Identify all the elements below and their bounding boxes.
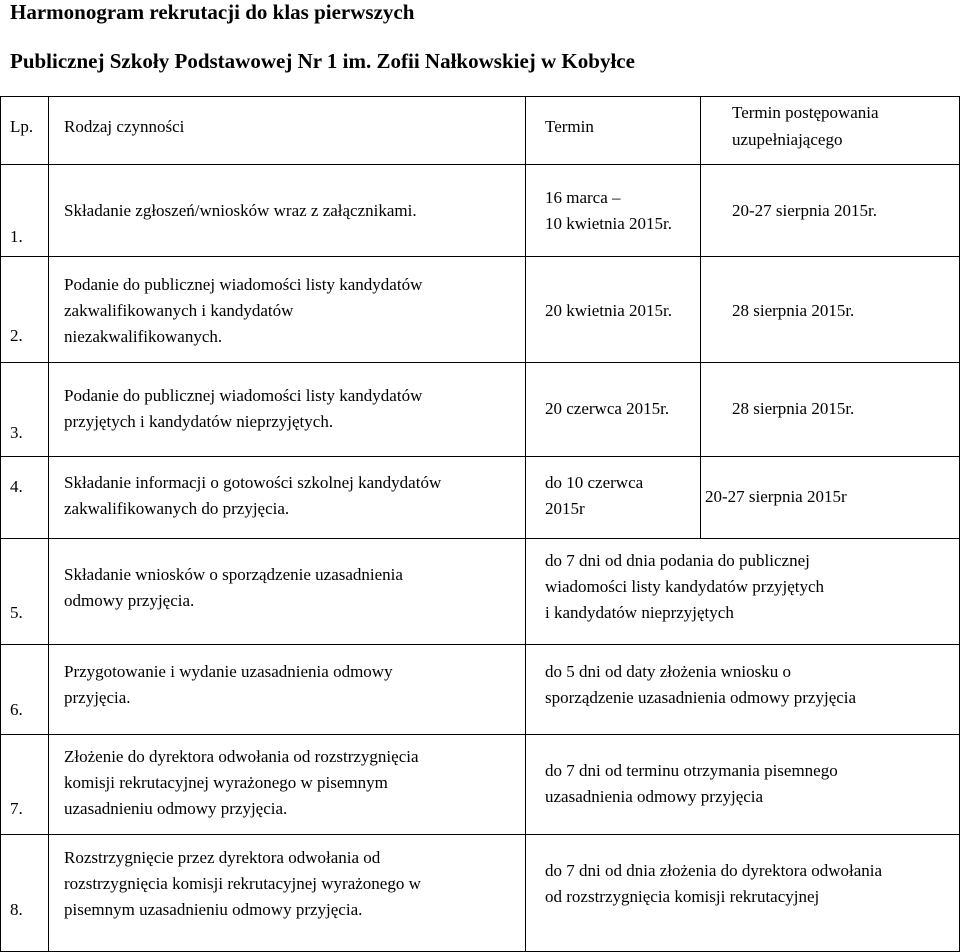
table-border-left <box>0 96 1 952</box>
document-title-line1: Harmonogram rekrutacji do klas pierwszych <box>10 0 415 24</box>
activity-line: komisji rekrutacyjnej wyrażonego w pisemnym <box>64 773 388 792</box>
merged-term-cell <box>545 858 882 910</box>
term-supplementary-cell <box>732 396 854 422</box>
term-line: 20 kwietnia 2015r. <box>545 301 673 320</box>
term-supplementary-cell <box>705 484 847 510</box>
activity-line: odmowy przyjęcia. <box>64 591 195 610</box>
term-supplementary-cell <box>732 298 854 324</box>
merged-term-line: do 7 dni od terminu otrzymania pisemnego <box>545 761 838 780</box>
activity-line: Przygotowanie i wydanie uzasadnienia odmowy <box>64 662 393 681</box>
activity-line: przyjętych i kandydatów nieprzyjętych. <box>64 412 334 431</box>
row-divider <box>0 834 960 835</box>
activity-line: przyjęcia. <box>64 688 131 707</box>
activity-cell <box>64 744 419 822</box>
merged-term-line: do 5 dni od daty złożenia wniosku o <box>545 662 791 681</box>
activity-line: niezakwalifikowanych. <box>64 327 223 346</box>
header-lp: Lp. <box>10 117 34 136</box>
column-divider <box>525 96 526 952</box>
term-line: do 10 czerwca <box>545 473 644 492</box>
term-line: 10 kwietnia 2015r. <box>545 214 673 233</box>
header-activity: Rodzaj czynności <box>64 117 185 136</box>
merged-term-line: uzasadnienia odmowy przyjęcia <box>545 787 764 806</box>
row-number: 5. <box>10 603 23 622</box>
row-number: 3. <box>10 423 23 442</box>
activity-cell <box>64 198 417 224</box>
activity-cell <box>64 659 393 711</box>
row-number: 1. <box>10 227 23 246</box>
term-supplementary-line: 28 sierpnia 2015r. <box>732 399 855 418</box>
activity-line: Składanie zgłoszeń/wniosków wraz z załącznikami. <box>64 201 417 220</box>
row-divider <box>0 164 960 165</box>
row-divider <box>0 256 960 257</box>
header-term: Termin <box>545 117 594 136</box>
row-divider <box>0 734 960 735</box>
row-number: 4. <box>10 477 23 496</box>
row-number: 6. <box>10 700 23 719</box>
row-divider <box>0 538 960 539</box>
document-title-line2: Publicznej Szkoły Podstawowej Nr 1 im. Zofii Nałkowskiej w Kobyłce <box>10 49 635 73</box>
activity-cell <box>64 470 441 522</box>
merged-term-line: do 7 dni od dnia złożenia do dyrektora odwołania <box>545 861 883 880</box>
row-divider <box>0 362 960 363</box>
term-supplementary-line: 28 sierpnia 2015r. <box>732 301 855 320</box>
term-supplementary-cell <box>732 198 877 224</box>
merged-term-line: do 7 dni od dnia podania do publicznej <box>545 551 810 570</box>
activity-cell <box>64 845 421 923</box>
activity-line: Składanie informacji o gotowości szkolnej kandydatów <box>64 473 442 492</box>
column-divider <box>48 96 49 952</box>
row-number: 8. <box>10 900 23 919</box>
term-line: 2015r <box>545 499 585 518</box>
header-term-supplementary-line2: uzupełniającego <box>732 130 843 149</box>
merged-term-line: sporządzenie uzasadnienia odmowy przyjęcia <box>545 688 857 707</box>
row-number: 7. <box>10 799 23 818</box>
activity-line: Podanie do publicznej wiadomości listy kandydatów <box>64 275 423 294</box>
column-divider <box>700 96 701 538</box>
row-number: 2. <box>10 326 23 345</box>
term-supplementary-line: 20-27 sierpnia 2015r. <box>732 201 877 220</box>
row-divider <box>0 456 960 457</box>
activity-line: zakwalifikowanych i kandydatów <box>64 301 294 320</box>
activity-cell <box>64 562 403 614</box>
merged-term-line: i kandydatów nieprzyjętych <box>545 603 734 622</box>
header-term-supplementary-line1: Termin postępowania <box>732 103 879 122</box>
row-divider <box>0 644 960 645</box>
merged-term-cell <box>545 758 838 810</box>
term-cell <box>545 298 672 324</box>
term-cell <box>545 396 669 422</box>
term-supplementary-line: 20-27 sierpnia 2015r <box>705 487 847 506</box>
merged-term-cell <box>545 659 856 711</box>
activity-line: Składanie wniosków o sporządzenie uzasadnienia <box>64 565 403 584</box>
merged-term-line: od rozstrzygnięcia komisji rekrutacyjnej <box>545 887 820 906</box>
term-cell <box>545 185 672 237</box>
activity-line: Podanie do publicznej wiadomości listy kandydatów <box>64 386 423 405</box>
activity-line: Rozstrzygnięcie przez dyrektora odwołania od <box>64 848 381 867</box>
merged-term-line: wiadomości listy kandydatów przyjętych <box>545 577 825 596</box>
activity-cell <box>64 383 422 435</box>
activity-cell <box>64 272 422 350</box>
merged-term-cell <box>545 548 824 626</box>
term-line: 20 czerwca 2015r. <box>545 399 670 418</box>
term-cell <box>545 470 643 522</box>
activity-line: uzasadnieniu odmowy przyjęcia. <box>64 799 288 818</box>
activity-line: pisemnym uzasadnieniu odmowy przyjęcia. <box>64 900 363 919</box>
activity-line: Złożenie do dyrektora odwołania od rozstrzygnięcia <box>64 747 419 766</box>
activity-line: zakwalifikowanych do przyjęcia. <box>64 499 290 518</box>
term-line: 16 marca – <box>545 188 621 207</box>
table-border-top <box>0 96 960 97</box>
activity-line: rozstrzygnięcia komisji rekrutacyjnej wyrażonego w <box>64 874 421 893</box>
